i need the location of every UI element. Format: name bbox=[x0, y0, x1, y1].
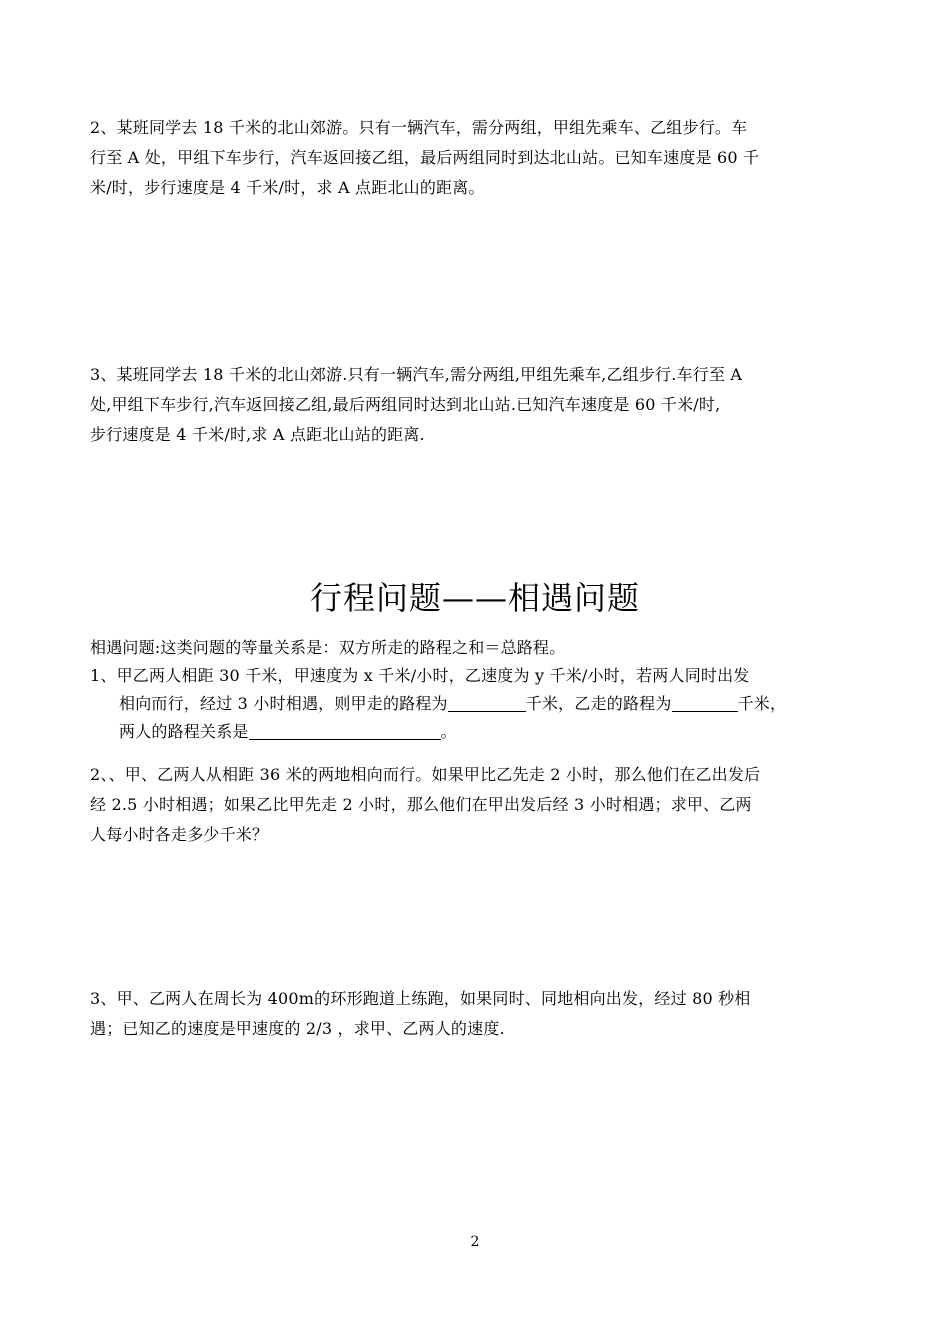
question-block-3 bbox=[90, 360, 865, 450]
meet-q1-text-b: 千米，乙走的路程为 bbox=[525, 694, 672, 713]
meet-q1-text-d: 两人的路程关系是 bbox=[119, 722, 249, 741]
question-3-line-1: 3、某班同学去 18 千米的北山郊游.只有一辆汽车,需分两组,甲组先乘车,乙组步行.车行至 A bbox=[90, 365, 743, 384]
meet-q2-line-2: 经 2.5 小时相遇；如果乙比甲先走 2 小时，那么他们在甲出发后经 3 小时相遇；求甲、乙两 bbox=[90, 795, 752, 814]
blank-distance-yi[interactable] bbox=[672, 693, 738, 712]
blank-relation[interactable] bbox=[249, 721, 441, 740]
page-number: 2 bbox=[470, 1234, 480, 1250]
meet-question-block-3 bbox=[90, 984, 865, 1044]
question-block-2 bbox=[90, 113, 865, 203]
meet-q1-text-e: 。 bbox=[440, 722, 457, 741]
question-3-line-2: 处,甲组下车步行,汽车返回接乙组,最后两组同时达到北山站.已知汽车速度是 60 千米/时, bbox=[90, 395, 721, 414]
meet-q1-text-c: 千米， bbox=[737, 694, 787, 713]
meet-q3-line-1: 3、甲、乙两人在周长为 400m的环形跑道上练跑，如果同时、同地相向出发，经过 80 秒相 bbox=[90, 989, 751, 1008]
meet-q2-line-3: 人每小时各走多少千米？ bbox=[90, 825, 269, 844]
question-2-line-1: 2、某班同学去 18 千米的北山郊游。只有一辆汽车，需分两组，甲组先乘车、乙组步行。车 bbox=[90, 118, 748, 137]
intro-text: 相遇问题:这类问题的等量关系是：双方所走的路程之和＝总路程。 bbox=[90, 638, 566, 657]
meet-q1-line-2 bbox=[90, 690, 865, 718]
question-3-line-3: 步行速度是 4 千米/时,求 A 点距北山站的距离. bbox=[90, 425, 425, 444]
meet-question-block-2 bbox=[90, 760, 865, 850]
meet-q1-text-a: 相向而行，经过 3 小时相遇，则甲走的路程为 bbox=[119, 694, 448, 713]
question-2-line-2: 行至 A 处，甲组下车步行，汽车返回接乙组，最后两组同时到达北山站。已知车速度是 60 千 bbox=[90, 148, 760, 167]
meeting-section bbox=[90, 634, 865, 746]
meet-q1-line-1: 1、甲乙两人相距 30 千米，甲速度为 x 千米/小时，乙速度为 y 千米/小时，若两人同时出发 bbox=[90, 666, 750, 685]
question-2-line-3: 米/时，步行速度是 4 千米/时，求 A 点距北山的距离。 bbox=[90, 178, 485, 197]
meet-q2-line-1: 2、、甲、乙两人从相距 36 米的两地相向而行。如果甲比乙先走 2 小时，那么他们在乙出发后 bbox=[90, 765, 761, 784]
blank-distance-jia[interactable] bbox=[448, 693, 526, 712]
section-title: 行程问题——相遇问题 bbox=[309, 579, 640, 617]
meet-q3-line-2: 遇；已知乙的速度是甲速度的 2/3 ，求甲、乙两人的速度. bbox=[90, 1019, 505, 1038]
meet-q1-line-3 bbox=[90, 718, 865, 746]
